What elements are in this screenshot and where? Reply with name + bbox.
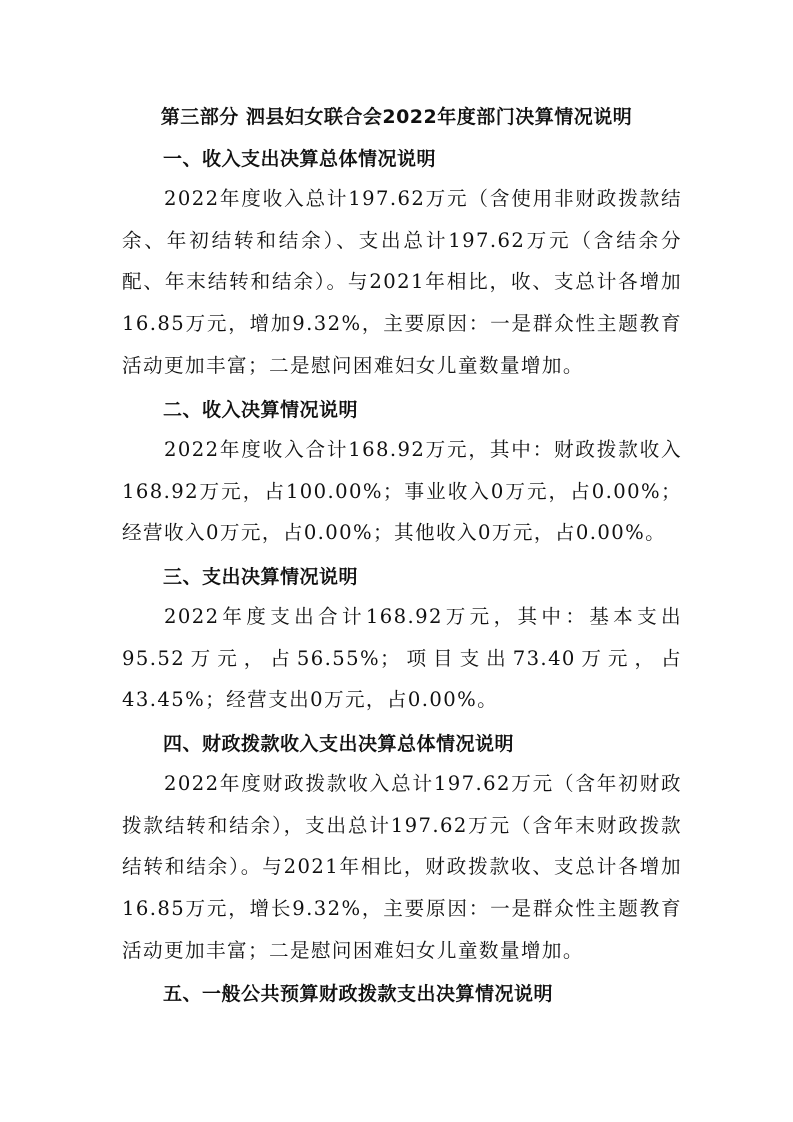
- page-title: 第三部分 泗县妇女联合会2022年度部门决算情况说明: [160, 106, 633, 128]
- section-paragraph-fiscal-appropriation: 2022年度财政拨款收入总计197.62万元（含年初财政拨款结转和结余），支出总计197.62万元（含年末财政拨款结转和结余）。与2021年相比，财政拨款收、支总计各增加16.85万元，增长9.32%，主要原因：一是群众性主题教育活动更加丰富；二是慰问困难妇女儿童数量增加。: [122, 772, 682, 962]
- section-heading-expense: 三、支出决算情况说明: [163, 566, 359, 588]
- section-paragraph-expense: 2022年度支出合计168.92万元，其中：基本支出95.52万元，占56.55%；项目支出73.40万元，占43.45%；经营支出0万元，占0.00%。: [122, 605, 682, 712]
- section-paragraph-income-expense-overview: 2022年度收入总计197.62万元（含使用非财政拨款结余、年初结转和结余）、支出总计197.62万元（含结余分配、年末结转和结余）。与2021年相比，收、支总计各增加16.85万元，增加9.32%，主要原因：一是群众性主题教育活动更加丰富；二是慰问困难妇女儿童数量增加。: [122, 187, 682, 377]
- section-heading-general-public-budget: 五、一般公共预算财政拨款支出决算情况说明: [163, 983, 554, 1005]
- section-heading-fiscal-appropriation: 四、财政拨款收入支出决算总体情况说明: [163, 733, 515, 755]
- section-heading-income-expense-overview: 一、收入支出决算总体情况说明: [163, 148, 437, 170]
- section-heading-income: 二、收入决算情况说明: [163, 399, 359, 421]
- section-paragraph-income: 2022年度收入合计168.92万元，其中：财政拨款收入168.92万元，占100.00%；事业收入0万元，占0.00%；经营收入0万元，占0.00%；其他收入0万元，占0.00%。: [122, 438, 682, 545]
